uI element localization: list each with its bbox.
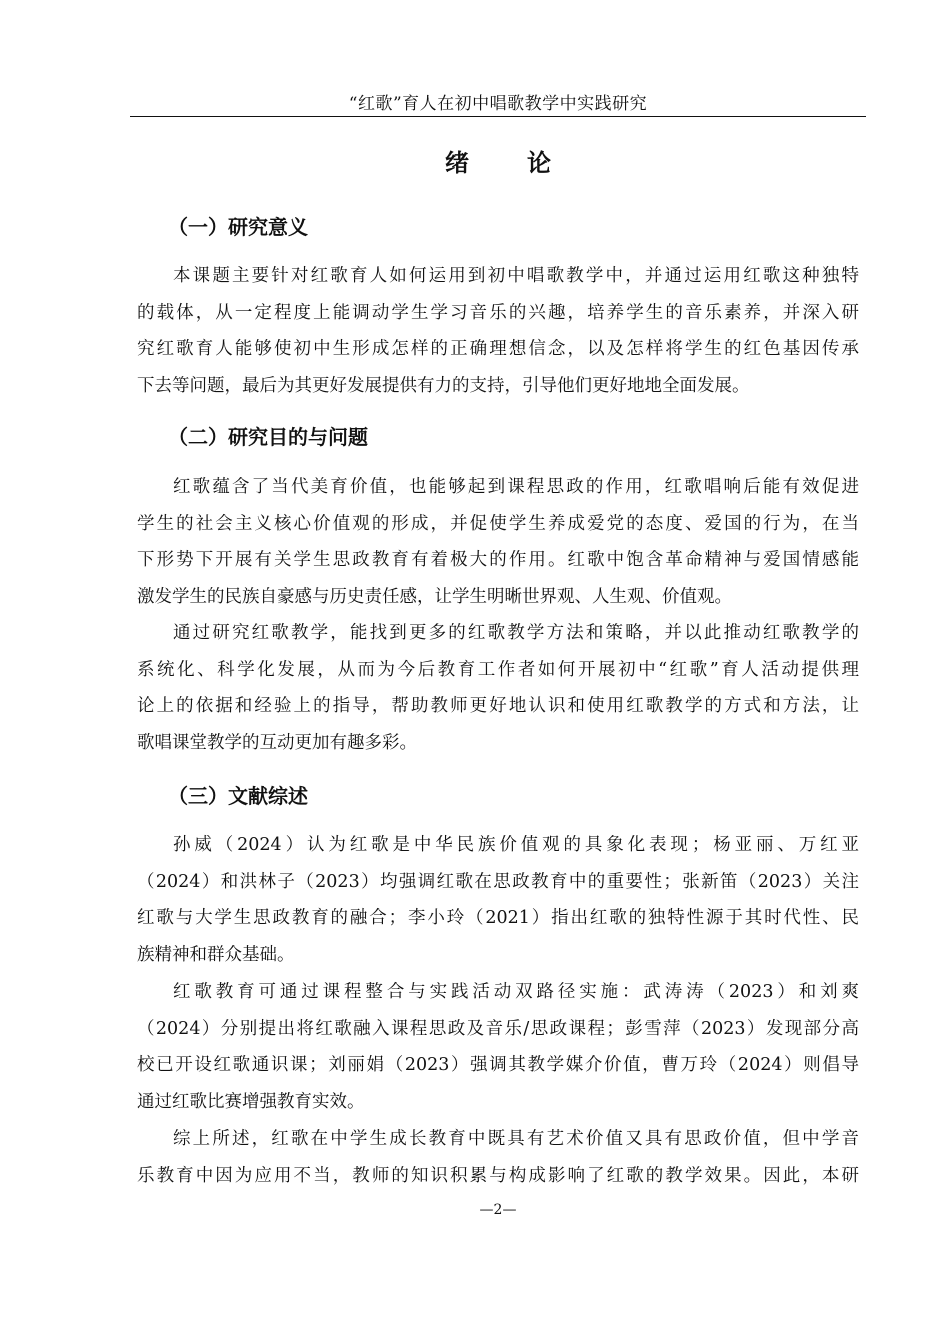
text-line: 校已开设红歌通识课；刘丽娟（2023）强调其教学媒介价值，曹万玲（2024）则倡导 bbox=[137, 1055, 859, 1076]
text-line: 族精神和群众基础。 bbox=[137, 944, 295, 965]
text-line: 究红歌育人能够使初中生形成怎样的正确理想信念，以及怎样将学生的红色基因传承 bbox=[137, 339, 859, 360]
text-line: 乐教育中因为应用不当，教师的知识积累与构成影响了红歌的教学效果。因此，本研 bbox=[137, 1165, 859, 1186]
section-heading-significance: （一）研究意义 bbox=[168, 215, 308, 239]
text-line: 系统化、科学化发展，从而为今后教育工作者如何开展初中“红歌”育人活动提供理 bbox=[137, 659, 859, 680]
header-rule bbox=[130, 116, 866, 117]
text-line: 综上所述，红歌在中学生成长教育中既具有艺术价值又具有思政价值，但中学音 bbox=[173, 1129, 859, 1149]
text-line: 红歌蕴含了当代美育价值，也能够起到课程思政的作用，红歌唱响后能有效促进 bbox=[173, 477, 859, 497]
paragraph bbox=[137, 827, 859, 973]
text-line: 红歌与大学生思政教育的融合；李小玲（2021）指出红歌的独特性源于其时代性、民 bbox=[137, 908, 859, 929]
paragraph bbox=[137, 974, 859, 1120]
section-heading-literature-review: （三）文献综述 bbox=[168, 784, 308, 808]
text-line: 的载体，从一定程度上能调动学生学习音乐的兴趣，培养学生的音乐素养，并深入研 bbox=[137, 302, 859, 323]
text-line: 论上的依据和经验上的指导，帮助教师更好地认识和使用红歌教学的方式和方法，让 bbox=[137, 696, 859, 717]
section-heading-purpose: （二）研究目的与问题 bbox=[168, 425, 368, 449]
text-line: 激发学生的民族自豪感与历史责任感，让学生明晰世界观、人生观、价值观。 bbox=[137, 586, 732, 607]
text-line: 通过研究红歌教学，能找到更多的红歌教学方法和策略，并以此推动红歌教学的 bbox=[173, 623, 859, 643]
text-line: 下形势下开展有关学生思政教育有着极大的作用。红歌中饱含革命精神与爱国情感能 bbox=[137, 550, 859, 571]
text-line: 歌唱课堂教学的互动更加有趣多彩。 bbox=[137, 732, 417, 753]
text-line: 孙威（2024）认为红歌是中华民族价值观的具象化表现；杨亚丽、万红亚 bbox=[173, 835, 859, 855]
text-line: 学生的社会主义核心价值观的形成，并促使学生养成爱党的态度、爱国的行为，在当 bbox=[137, 513, 859, 534]
paragraph bbox=[137, 615, 859, 761]
running-header: “红歌”育人在初中唱歌教学中实践研究 bbox=[348, 94, 648, 114]
paragraph bbox=[137, 1121, 859, 1194]
text-line: 下去等问题，最后为其更好发展提供有力的支持，引导他们更好地地全面发展。 bbox=[137, 375, 750, 396]
text-line: 本课题主要针对红歌育人如何运用到初中唱歌教学中，并通过运用红歌这种独特 bbox=[173, 266, 859, 286]
paragraph bbox=[137, 258, 859, 404]
chapter-title: 绪论 bbox=[445, 149, 609, 177]
text-line: （2024）和洪林子（2023）均强调红歌在思政教育中的重要性；张新笛（2023）关注 bbox=[137, 871, 859, 892]
paragraph bbox=[137, 469, 859, 615]
page-number: —2— bbox=[479, 1202, 517, 1218]
text-line: 通过红歌比赛增强教育实效。 bbox=[137, 1091, 365, 1112]
text-line: （2024）分别提出将红歌融入课程思政及音乐/思政课程；彭雪萍（2023）发现部分高 bbox=[137, 1018, 859, 1039]
text-line: 红歌教育可通过课程整合与实践活动双路径实施：武涛涛（2023）和刘爽 bbox=[173, 982, 859, 1002]
